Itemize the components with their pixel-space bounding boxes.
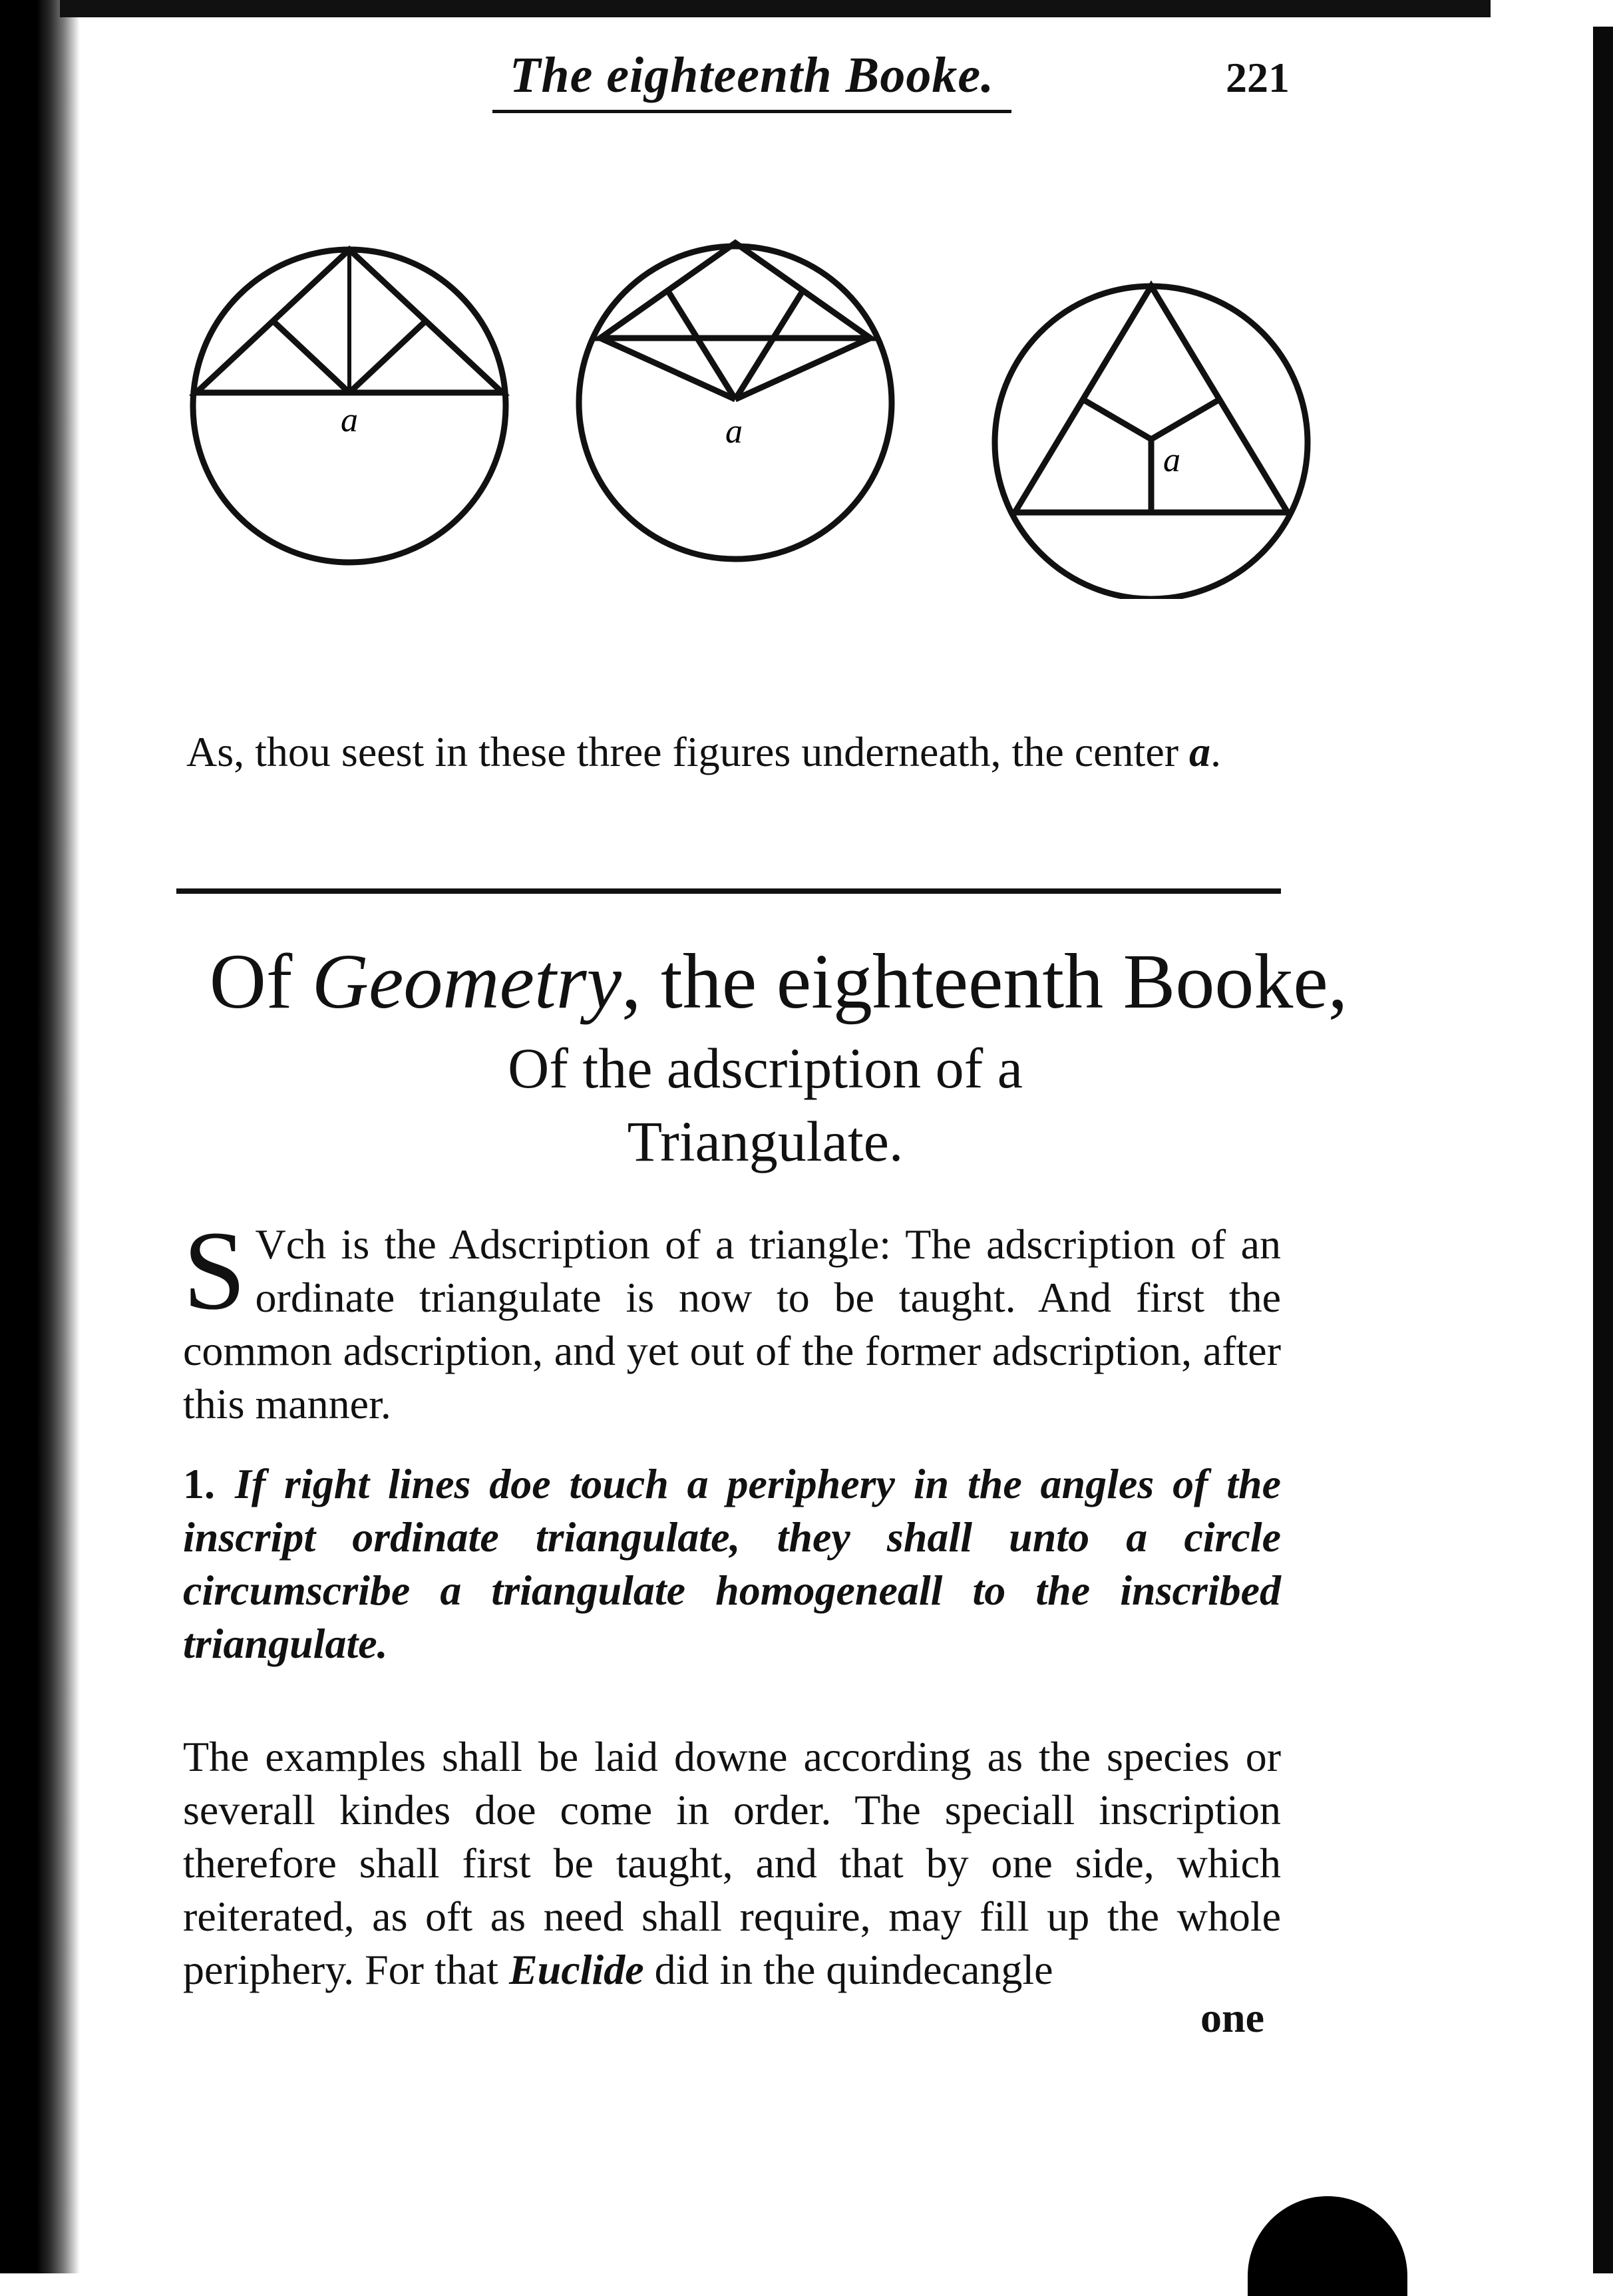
page-number: 221 [1226,54,1290,101]
caption-center-label: a [1189,728,1211,775]
euclide-name: Euclide [508,1946,644,1993]
section-divider [176,888,1281,894]
figure-2-label: a [725,413,743,451]
scan-top-border [60,0,1491,17]
intro-paragraph-text: Vch is the Adscription of a triangle: The adscription of an ordinate triangulate is now to be taught. And first the common adscription, and yet out of the former adscription, after this manner. [183,1221,1281,1428]
scan-right-edge [1593,27,1613,2273]
examples-paragraph-end: did in the quindecangle [643,1946,1053,1993]
examples-paragraph-text: The examples shall be laid downe according as the species or severall kindes doe come in order. The speciall inscription therefore shall first be taught, and that by one side, which reiterated, as oft as need shall require, may fill up the whole periphery. For that [183,1733,1281,1993]
running-title: The eighteenth Booke. [509,47,995,103]
header-rule [492,110,1011,113]
chapter-title [113,932,1444,1032]
scan-left-edge [0,0,80,2273]
figure-caption [186,725,1291,779]
proposition-1 [183,1457,1281,1670]
geometry-figures [186,213,1318,599]
chapter-title-suffix: , the eighteenth Booke, [622,938,1348,1025]
catchword: one [1200,1994,1264,2041]
figure-1-label: a [341,401,358,439]
drop-cap: S [183,1208,246,1333]
caption-text: As, thou seest in these three figures underneath, the center [186,728,1190,775]
figure-3-label: a [1163,441,1180,479]
proposition-number: 1. [183,1460,215,1507]
chapter-subtitle-line2: Triangulate. [627,1109,904,1173]
figure-3-acute-triangle [995,286,1308,599]
chapter-title-geometry: Geometry [311,938,622,1025]
caption-end: . [1210,728,1222,775]
chapter-subtitle-line1: Of the adscription of a [508,1036,1023,1100]
examples-paragraph [183,1730,1281,1997]
chapter-title-prefix: Of [209,938,312,1025]
proposition-text: If right lines doe touch a periphery in the angles of the inscript ordinate triangulate, they shall unto a circle circumscribe a triangulate homogeneall to the inscribed triangulate. [183,1460,1281,1667]
figure-2-obtuse-triangle [579,243,892,559]
intro-paragraph [183,1208,1281,1431]
ink-blot [1248,2196,1407,2296]
